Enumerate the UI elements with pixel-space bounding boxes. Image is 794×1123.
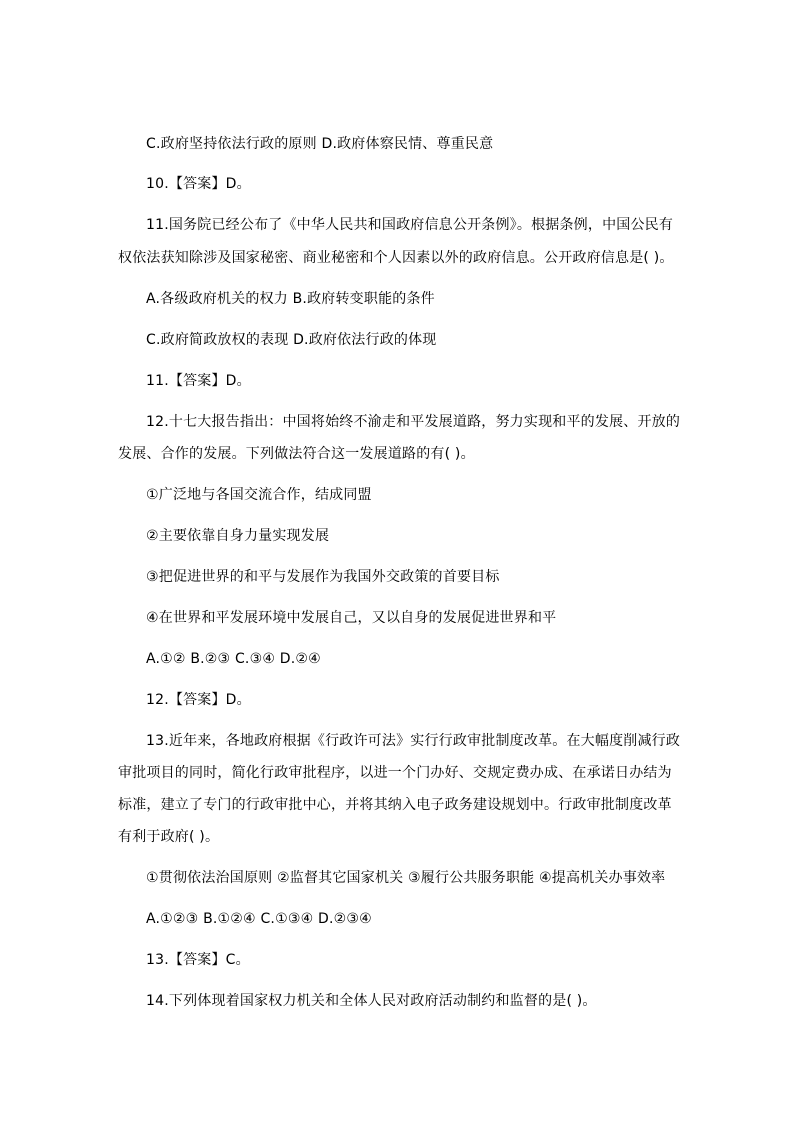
statement-q12-4: ④在世界和平发展环境中发展自己，又以自身的发展促进世界和平 bbox=[146, 610, 557, 626]
answer-q13: 13.【答案】C。 bbox=[146, 952, 250, 968]
question-q13-line1: 13.近年来，各地政府根据《行政许可法》实行行政审批制度改革。在大幅度削减行政 bbox=[146, 733, 681, 749]
option-line-q11-cd: C.政府简政放权的表现 D.政府依法行政的体现 bbox=[146, 332, 437, 348]
options-q12: A.①② B.②③ C.③④ D.②④ bbox=[146, 651, 321, 667]
question-q11-line2: 权依法获知除涉及国家秘密、商业秘密和个人因素以外的政府信息。公开政府信息是( )。 bbox=[118, 250, 674, 266]
statement-q12-1: ①广泛地与各国交流合作，结成同盟 bbox=[146, 487, 372, 503]
statements-q13: ①贯彻依法治国原则 ②监督其它国家机关 ③履行公共服务职能 ④提高机关办事效率 bbox=[146, 870, 666, 886]
answer-q11: 11.【答案】D。 bbox=[146, 373, 251, 389]
question-q14: 14.下列体现着国家权力机关和全体人民对政府活动制约和监督的是( )。 bbox=[146, 993, 597, 1009]
question-q13-line4: 有利于政府( )。 bbox=[118, 829, 220, 845]
statement-q12-3: ③把促进世界的和平与发展作为我国外交政策的首要目标 bbox=[146, 569, 500, 585]
question-q13-line3: 标准，建立了专门的行政审批中心，并将其纳入电子政务建设规划中。行政审批制度改革 bbox=[118, 797, 672, 813]
question-q12-line1: 12.十七大报告指出：中国将始终不渝走和平发展道路，努力实现和平的发展、开放的 bbox=[146, 414, 681, 430]
option-line-q11-ab: A.各级政府机关的权力 B.政府转变职能的条件 bbox=[146, 291, 435, 307]
option-line-q10-cd: C.政府坚持依法行政的原则 D.政府体察民情、尊重民意 bbox=[146, 136, 494, 152]
statement-q12-2: ②主要依靠自身力量实现发展 bbox=[146, 528, 330, 544]
question-q13-line2: 审批项目的同时，简化行政审批程序，以进一个门办好、交规定费办成、在承诺日办结为 bbox=[118, 765, 672, 781]
options-q13: A.①②③ B.①②④ C.①③④ D.②③④ bbox=[146, 911, 372, 927]
question-q12-line2: 发展、合作的发展。下列做法符合这一发展道路的有( )。 bbox=[118, 446, 475, 462]
answer-q10: 10.【答案】D。 bbox=[146, 176, 251, 192]
question-q11-line1: 11.国务院已经公布了《中华人民共和国政府信息公开条例》。根据条例，中国公民有 bbox=[146, 217, 674, 233]
answer-q12: 12.【答案】D。 bbox=[146, 692, 251, 708]
